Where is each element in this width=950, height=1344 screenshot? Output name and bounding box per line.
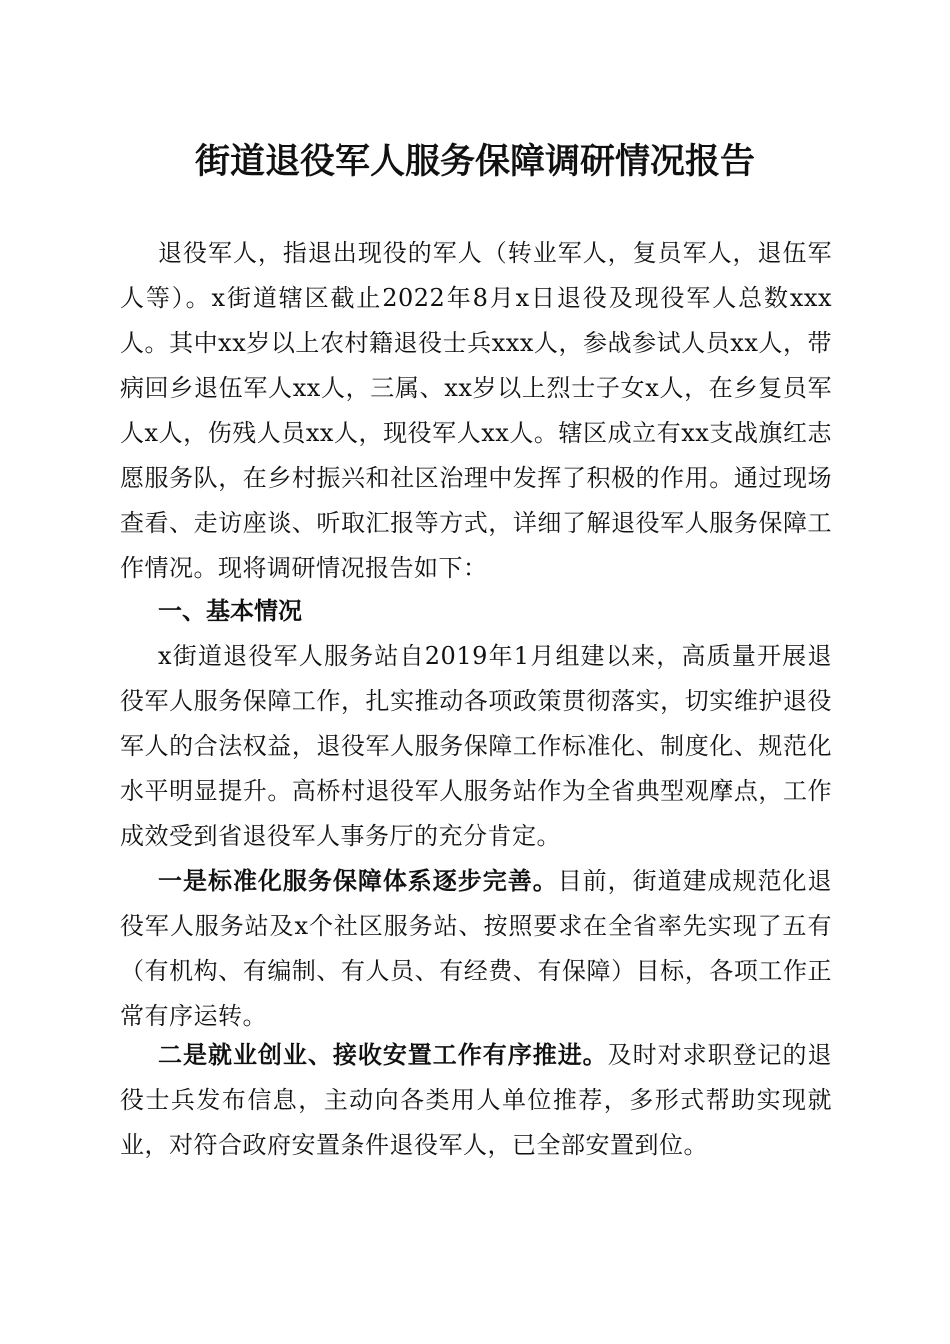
intro-paragraph: 退役军人，指退出现役的军人（转业军人，复员军人，退伍军人等）。x街道辖区截止2022年8月x日退役及现役军人总数xxx人。其中xx岁以上农村籍退役士兵xxx人，参战参试人员xx人，带病回乡退伍军人xx人，三属、xx岁以上烈士子女x人，在乡复员军人x人，伤残人员xx人，现役军人xx人。辖区成立有xx支战旗红志愿服务队，在乡村振兴和社区治理中发挥了积极的作用。通过现场查看、走访座谈、听取汇报等方式，详细了解退役军人服务保障工作情况。现将调研情况报告如下： [120,239,832,582]
section-basic-paragraph: x街道退役军人服务站自2019年1月组建以来，高质量开展退役军人服务保障工作，扎实推动各项政策贯彻落实，切实维护退役军人的合法权益，退役军人服务保障工作标准化、制度化、规范化水平明显提升。高桥村退役军人服务站作为全省典型观摩点，工作成效受到省退役军人事务厅的充分肯定。 [120,642,832,850]
point-two-paragraph [120,1032,832,1168]
point-one-text: 目前，街道建成规范化退役军人服务站及x个社区服务站、按照要求在全省率先实现了五有（有机构、有编制、有人员、有经费、有保障）目标，各项工作正常有序运转。 [120,867,833,1030]
point-one-lead: 一是标准化服务保障体系逐步完善。 [158,866,558,895]
point-two-text: 及时对求职登记的退役士兵发布信息，主动向各类用人单位推荐，多形式帮助实现就业，对符合政府安置条件退役军人，已全部安置到位。 [120,1041,833,1159]
point-one-paragraph [120,858,832,1039]
point-two-lead: 二是就业创业、接收安置工作有序推进。 [158,1040,608,1069]
section-heading-basic: 一、基本情况 [158,597,302,625]
document-title: 街道退役军人服务保障调研情况报告 [194,141,755,182]
